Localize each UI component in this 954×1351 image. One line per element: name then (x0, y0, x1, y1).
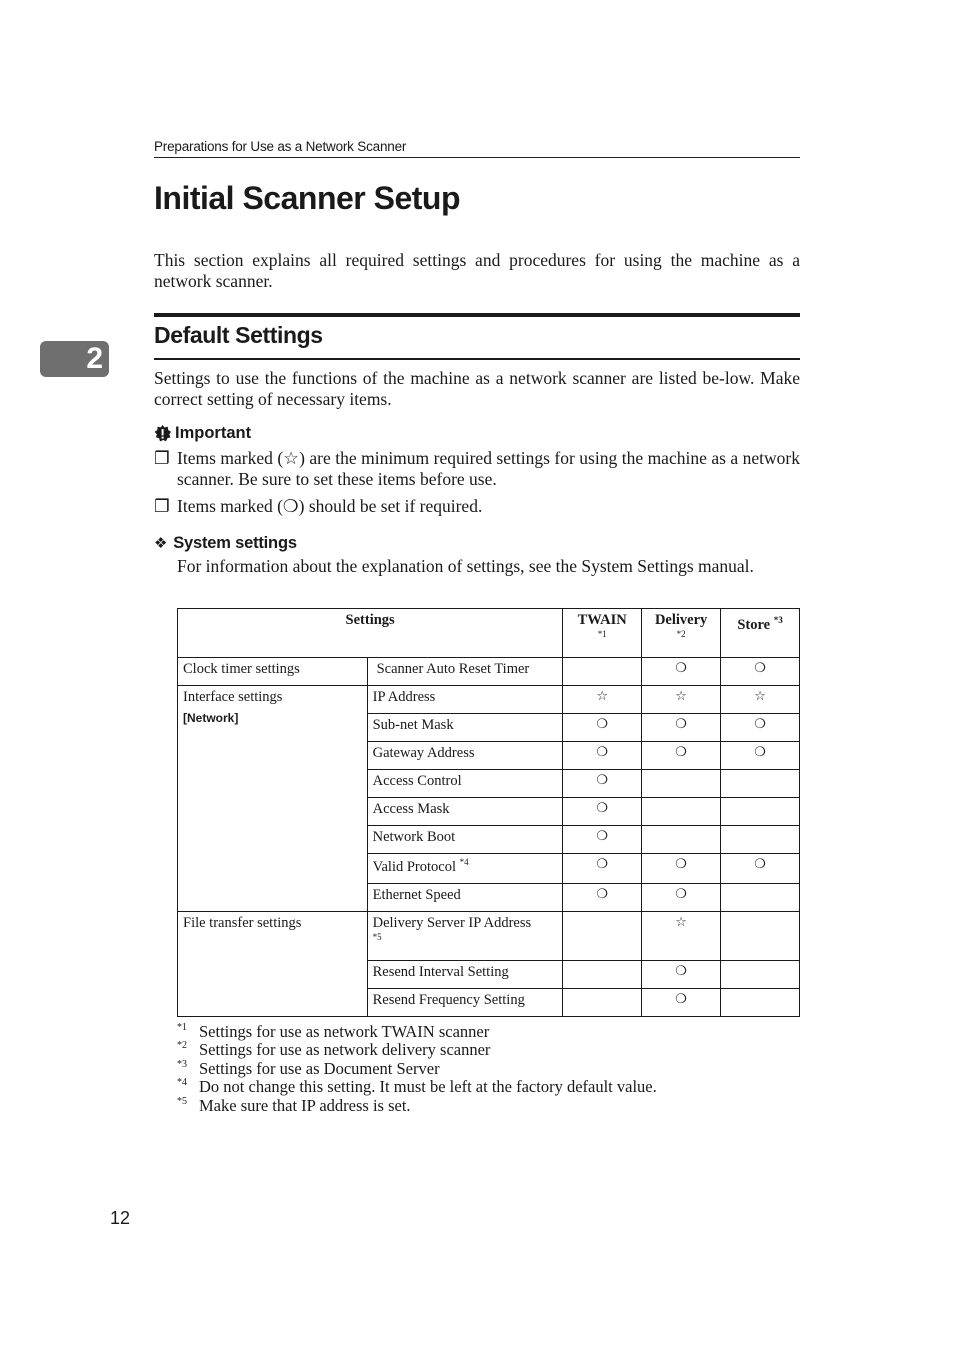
section-title: Default Settings (154, 322, 323, 348)
chapter-tab: 2 (40, 341, 109, 377)
system-settings-heading (154, 534, 297, 553)
delivery-cell (642, 798, 721, 826)
important-label (154, 424, 251, 443)
default-settings-paragraph: Settings to use the functions of the machine as a network scanner are listed be-low. Make correct setting of necessary items. (154, 368, 800, 409)
twain-cell: ❍ (563, 742, 642, 770)
footnote-text: Settings for use as network TWAIN scanner (199, 1022, 490, 1041)
delivery-cell (642, 826, 721, 854)
setting-name-cell: Sub-net Mask (367, 714, 563, 742)
twain-cell: ❍ (563, 854, 642, 884)
footnote-mark: *3 (177, 1058, 187, 1070)
twain-cell: ❍ (563, 770, 642, 798)
setting-name: Valid Protocol (372, 858, 456, 875)
delivery-cell: ❍ (642, 714, 721, 742)
header-store (721, 609, 800, 658)
footnote-mark: *5 (177, 1095, 187, 1107)
setting-name-cell: Access Mask (367, 798, 563, 826)
setting-name-cell: Scanner Auto Reset Timer (367, 658, 563, 686)
footnote (177, 1060, 657, 1078)
footnote-text: Do not change this setting. It must be left at the factory default value. (199, 1077, 657, 1097)
twain-cell: ❍ (563, 826, 642, 854)
section-rule (154, 358, 800, 360)
setting-name-cell: Network Boot (367, 826, 563, 854)
footnote-text: Settings for use as network delivery scanner (199, 1040, 491, 1060)
header-twain (563, 609, 642, 658)
group-sub-label: [Network] (183, 711, 239, 725)
setting-note: *4 (459, 857, 469, 867)
group-cell: Clock timer settings (178, 658, 368, 686)
setting-name-cell: Resend Interval Setting (367, 961, 563, 989)
header-twain-note: *1 (597, 629, 607, 639)
setting-name-cell: Gateway Address (367, 742, 563, 770)
store-cell: ☆ (721, 686, 800, 714)
important-text: Important (175, 424, 252, 442)
checkbox-icon: ❐ (154, 496, 170, 516)
delivery-cell: ❍ (642, 854, 721, 884)
table-row (178, 686, 800, 714)
twain-cell (563, 961, 642, 989)
footnote (177, 1078, 657, 1096)
header-delivery-label: Delivery (654, 612, 708, 628)
store-cell (721, 884, 800, 912)
setting-note: *5 (372, 932, 382, 942)
important-item-text: Items marked (☆) are the minimum required settings for using the machine as a network scanner. Be sure to set these items before use. (177, 448, 800, 489)
footnote (177, 1023, 657, 1041)
table-row (178, 912, 800, 961)
setting-name-cell (367, 912, 563, 961)
group-cell: File transfer settings (178, 912, 368, 1017)
footnote-text: Settings for use as Document Server (199, 1058, 440, 1078)
important-item-text: Items marked (❍) should be set if required. (177, 496, 483, 516)
important-item (154, 448, 800, 490)
group-cell (178, 686, 368, 912)
table-header-row (178, 609, 800, 658)
store-cell (721, 961, 800, 989)
delivery-cell: ❍ (642, 884, 721, 912)
twain-cell: ❍ (563, 884, 642, 912)
store-cell (721, 826, 800, 854)
delivery-cell (642, 770, 721, 798)
store-cell (721, 798, 800, 826)
header-delivery (642, 609, 721, 658)
group-label: Interface settings (183, 689, 283, 705)
twain-cell: ❍ (563, 798, 642, 826)
page-number: 12 (110, 1208, 131, 1228)
section-bar (154, 313, 800, 317)
setting-name-cell: Resend Frequency Setting (367, 989, 563, 1017)
system-settings-label: System settings (173, 534, 297, 552)
footnote (177, 1041, 657, 1059)
header-store-label: Store (737, 616, 771, 633)
store-cell: ❍ (721, 854, 800, 884)
delivery-cell: ❍ (642, 742, 721, 770)
running-header: Preparations for Use as a Network Scanner (154, 139, 800, 158)
delivery-cell: ❍ (642, 658, 721, 686)
setting-name-cell (367, 854, 563, 884)
delivery-cell: ☆ (642, 686, 721, 714)
twain-cell (563, 989, 642, 1017)
important-item (154, 496, 800, 517)
delivery-cell: ☆ (642, 912, 721, 961)
setting-name-cell: Ethernet Speed (367, 884, 563, 912)
setting-name: Delivery Server IP Address (372, 915, 532, 931)
intro-paragraph: This section explains all required settings and procedures for using the machine as a network scanner. (154, 250, 800, 291)
twain-cell (563, 658, 642, 686)
delivery-cell: ❍ (642, 989, 721, 1017)
footnote-mark: *4 (177, 1077, 187, 1089)
twain-cell: ☆ (563, 686, 642, 714)
settings-table (177, 608, 800, 1017)
store-cell (721, 770, 800, 798)
footnotes (177, 1023, 657, 1115)
footnote-text: Make sure that IP address is set. (199, 1095, 411, 1115)
important-icon (154, 425, 171, 442)
footnote (177, 1097, 657, 1115)
setting-name-cell: Access Control (367, 770, 563, 798)
header-twain-label: TWAIN (577, 612, 627, 628)
page-title: Initial Scanner Setup (154, 180, 461, 216)
store-cell (721, 912, 800, 961)
store-cell: ❍ (721, 742, 800, 770)
header-store-note: *3 (773, 615, 783, 625)
store-cell: ❍ (721, 658, 800, 686)
system-settings-description: For information about the explanation of settings, see the System Settings manual. (177, 556, 754, 576)
footnote-mark: *2 (177, 1040, 187, 1052)
header-settings: Settings (178, 609, 563, 658)
checkbox-icon: ❐ (154, 448, 170, 468)
header-delivery-note: *2 (676, 629, 686, 639)
twain-cell: ❍ (563, 714, 642, 742)
store-cell (721, 989, 800, 1017)
twain-cell (563, 912, 642, 961)
diamond-bullet-icon: ❖ (154, 534, 168, 552)
setting-name-cell: IP Address (367, 686, 563, 714)
delivery-cell: ❍ (642, 961, 721, 989)
footnote-mark: *1 (177, 1022, 187, 1033)
table-row (178, 658, 800, 686)
store-cell: ❍ (721, 714, 800, 742)
